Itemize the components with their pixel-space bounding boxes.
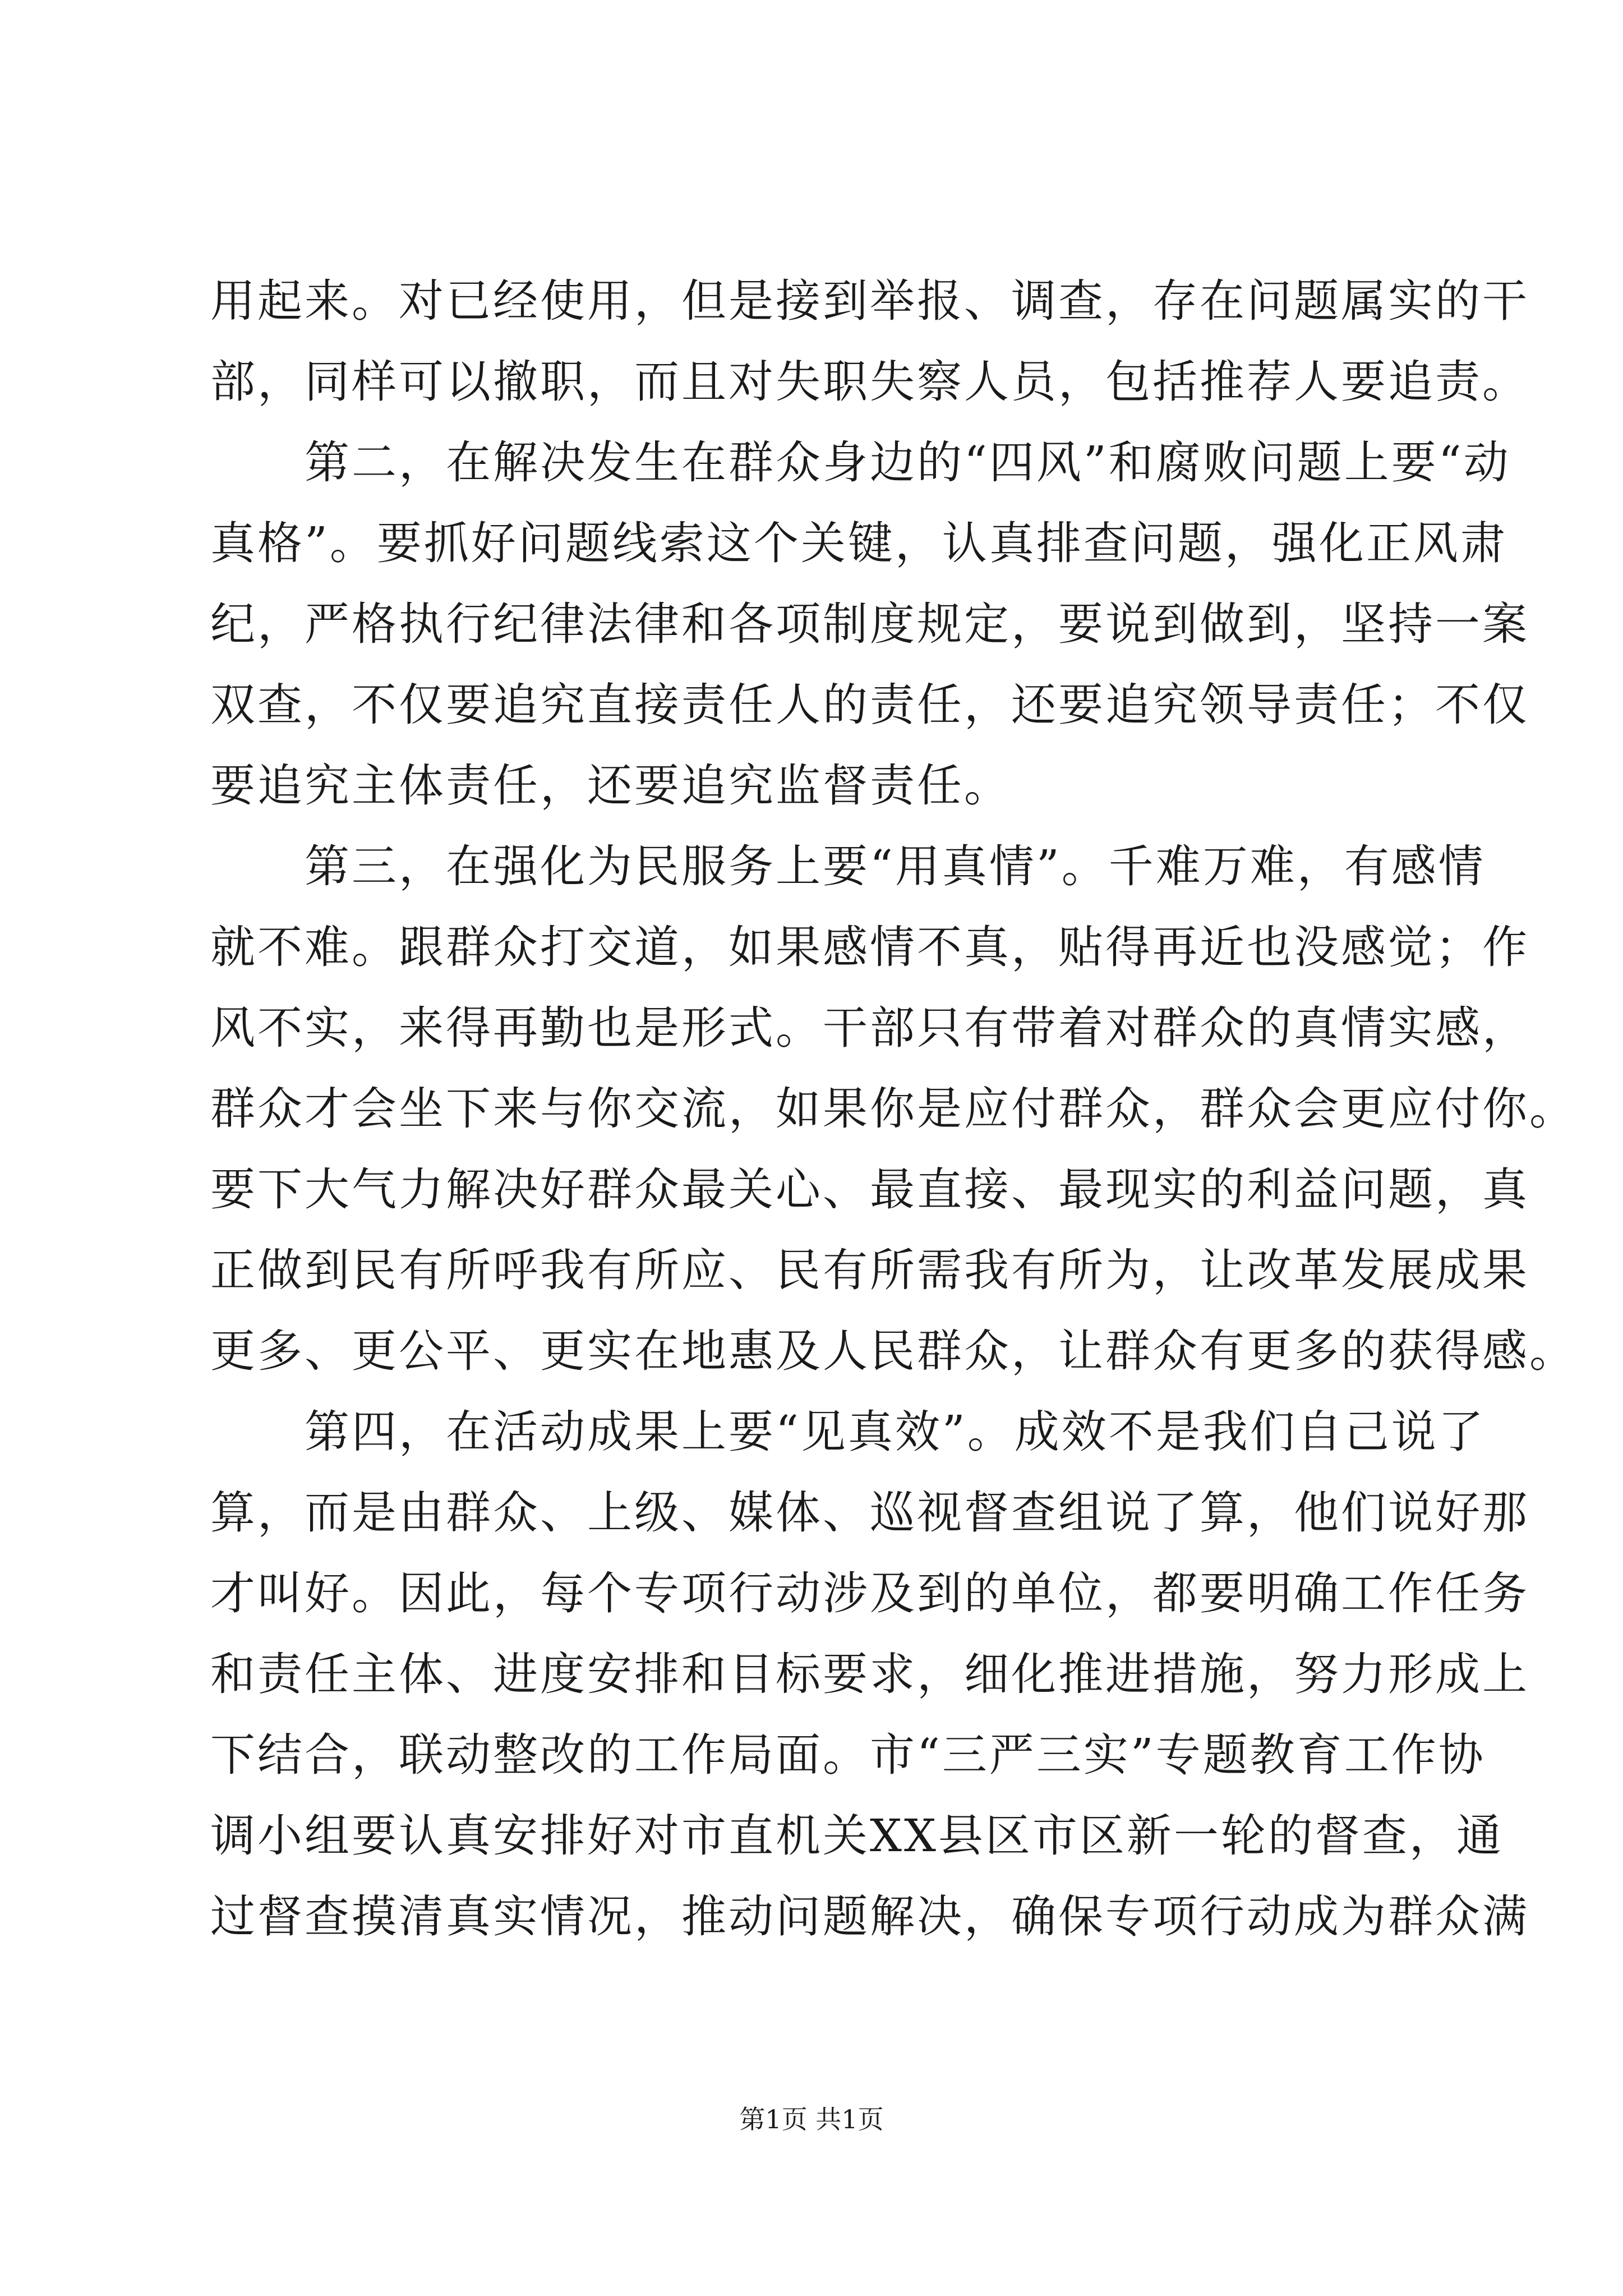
text-line: 算，而是由群众、上级、媒体、巡视督查组说了算，他们说好那 xyxy=(210,1487,1529,1539)
text-line: 要追究主体责任，还要追究监督责任。 xyxy=(210,760,1011,812)
text-line: 才叫好。因此，每个专项行动涉及到的单位，都要明确工作任务 xyxy=(210,1567,1529,1619)
text-line: 过督查摸清真实情况，推动问题解决，确保专项行动成为群众满 xyxy=(210,1890,1529,1943)
text-line: 部，同样可以撤职，而且对失职失察人员，包括推荐人要追责。 xyxy=(210,356,1529,408)
text-line: 正做到民有所呼我有所应、民有所需我有所为，让改革发展成果 xyxy=(210,1244,1529,1296)
text-line: 用起来。对已经使用，但是接到举报、调查，存在问题属实的干 xyxy=(210,275,1529,327)
text-line: 双查，不仅要追究直接责任人的责任，还要追究领导责任；不仅 xyxy=(210,679,1529,731)
text-line: 调小组要认真安排好对市直机关XX县区市区新一轮的督查，通 xyxy=(210,1810,1504,1862)
text-line: 就不难。跟群众打交道，如果感情不真，贴得再近也没感觉；作 xyxy=(210,921,1529,973)
text-line: 风不实，来得再勤也是形式。干部只有带着对群众的真情实感， xyxy=(210,1002,1529,1054)
text-line: 群众才会坐下来与你交流，如果你是应付群众，群众会更应付你。 xyxy=(210,1083,1576,1135)
text-line: 更多、更公平、更实在地惠及人民群众，让群众有更多的获得感。 xyxy=(210,1325,1576,1377)
text-line: 第三，在强化为民服务上要“用真情”。千难万难，有感情 xyxy=(210,840,1486,892)
document-body xyxy=(210,261,1576,1957)
page-footer xyxy=(0,2099,1623,2136)
text-line: 要下大气力解决好群众最关心、最直接、最现实的利益问题，真 xyxy=(210,1163,1529,1216)
text-line: 和责任主体、进度安排和目标要求，细化推进措施，努力形成上 xyxy=(210,1648,1529,1700)
text-line: 纪，严格执行纪律法律和各项制度规定，要说到做到，坚持一案 xyxy=(210,598,1529,650)
text-line: 第二，在解决发生在群众身边的“四风”和腐败问题上要“动 xyxy=(210,436,1511,489)
text-line: 真格”。要抓好问题线索这个关键，认真排查问题，强化正风肃 xyxy=(210,517,1507,569)
text-line: 第四，在活动成果上要“见真效”。成效不是我们自己说了 xyxy=(210,1406,1486,1458)
page-number-label: 第1页 共1页 xyxy=(739,2104,884,2134)
text-line: 下结合，联动整改的工作局面。市“三严三实”专题教育工作协 xyxy=(210,1729,1486,1781)
